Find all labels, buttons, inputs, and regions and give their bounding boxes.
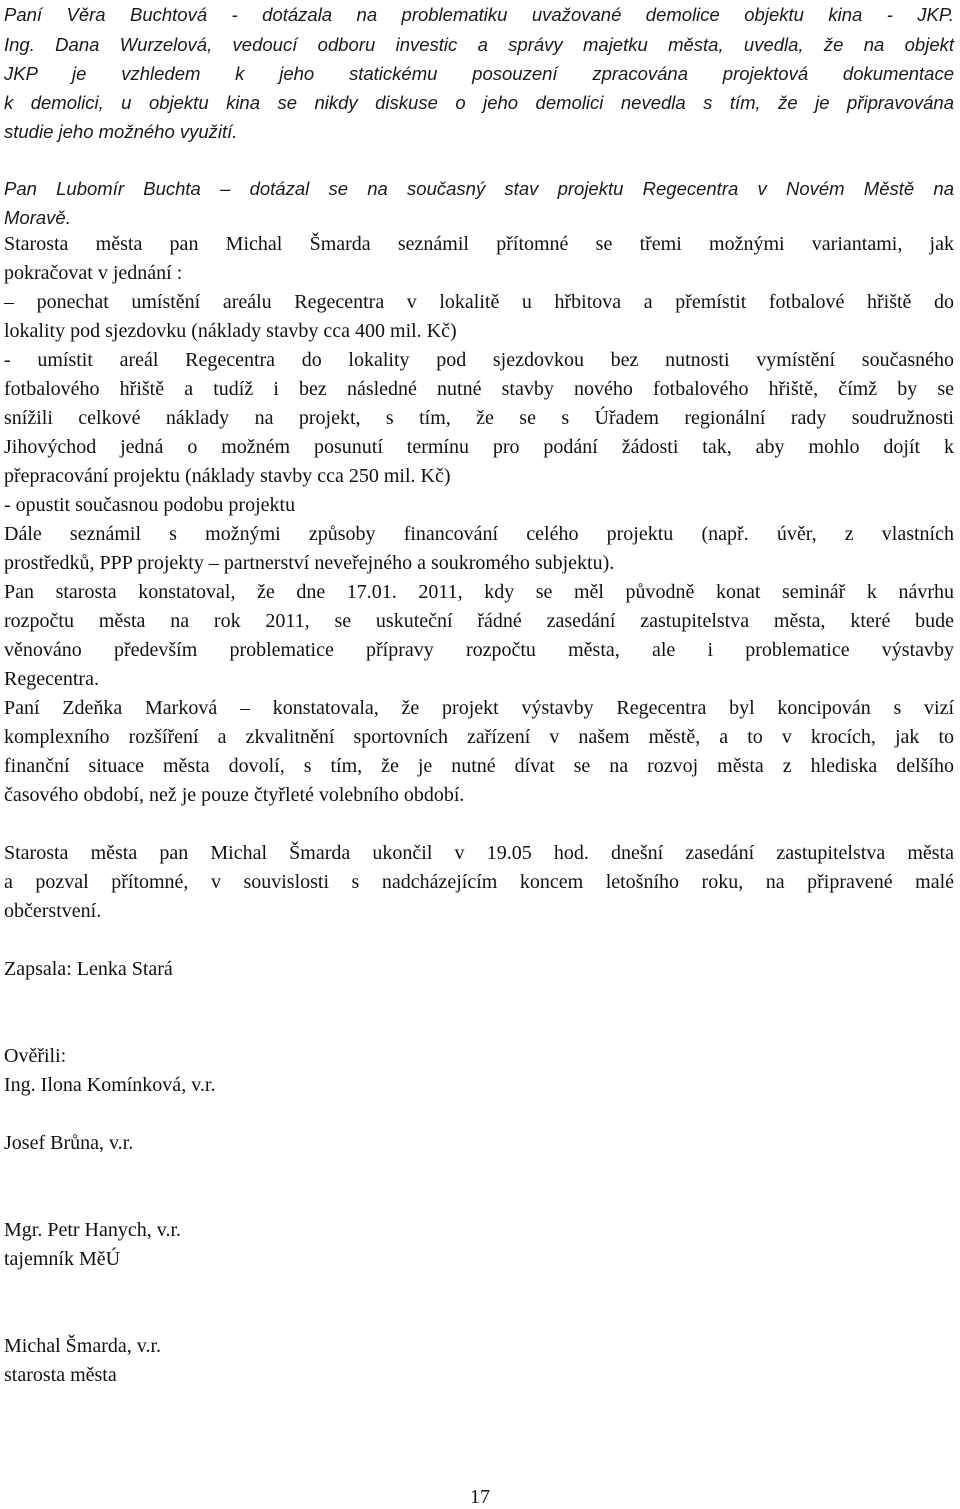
recorded-by: Zapsala: Lenka Stará — [4, 958, 173, 980]
text-line: snížili celkové náklady na projekt, s tím, že se s Úřadem regionální rady soudružnosti — [4, 407, 954, 429]
text-line: pokračovat v jednání : — [4, 262, 183, 284]
text-line: Moravě. — [4, 207, 71, 228]
signatory-role: tajemník MěÚ — [4, 1248, 121, 1270]
text-line: prostředků, PPP projekty – partnerství neveřejného a soukromého subjektu). — [4, 552, 615, 574]
text-line: Ing. Dana Wurzelová, vedoucí odboru investic a správy majetku města, uvedla, že na objekt — [4, 34, 954, 55]
signatory-role: starosta města — [4, 1364, 117, 1386]
text-line: Starosta města pan Michal Šmarda seznámil přítomné se třemi možnými variantami, jak — [4, 233, 954, 255]
text-line: finanční situace města dovolí, s tím, že je nutné dívat se na rozvoj města z hlediska delšího — [4, 755, 954, 777]
signatory-line: Ing. Ilona Komínková, v.r. — [4, 1074, 216, 1096]
text-line: – ponechat umístění areálu Regecentra v lokalitě u hřbitova a přemístit fotbalové hřiště do — [4, 291, 954, 313]
text-line: Pan Lubomír Buchta – dotázal se na současný stav projektu Regecentra v Novém Městě na — [4, 178, 954, 199]
text-line: komplexního rozšíření a zkvalitnění sportovních zařízení v našem městě, a to v krocích, jak to — [4, 726, 954, 748]
verified-label: Ověřili: — [4, 1045, 67, 1067]
text-line: Paní Zdeňka Marková – konstatovala, že projekt výstavby Regecentra byl koncipován s vizí — [4, 697, 954, 719]
text-line: věnováno především problematice přípravy rozpočtu města, ale i problematice výstavby — [4, 639, 954, 661]
text-line: Starosta města pan Michal Šmarda ukončil v 19.05 hod. dnešní zasedání zastupitelstva města — [4, 842, 954, 864]
text-line: fotbalového hřiště a tudíž i bez následné nutné stavby nového fotbalového hřiště, čímž by se — [4, 378, 954, 400]
text-line: Pan starosta konstatoval, že dne 17.01. 2011, kdy se měl původně konat seminář k návrhu — [4, 581, 954, 603]
text-line: Jihovýchod jedná o možném posunutí termínu pro podání žádosti tak, aby mohlo dojít k — [4, 436, 954, 458]
text-line: časového období, než je pouze čtyřleté volebního období. — [4, 784, 465, 806]
text-line: a pozval přítomné, v souvislosti s nadcházejícím koncem letošního roku, na připravené malé — [4, 871, 954, 893]
text-line: Dále seznámil s možnými způsoby financování celého projektu (např. úvěr, z vlastních — [4, 523, 954, 545]
signatory-line: Mgr. Petr Hanych, v.r. — [4, 1219, 182, 1241]
text-line: rozpočtu města na rok 2011, se uskuteční řádné zasedání zastupitelstva města, které bude — [4, 610, 954, 632]
text-line: - umístit areál Regecentra do lokality pod sjezdovkou bez nutnosti vymístění současného — [4, 349, 954, 371]
text-line: studie jeho možného využití. — [4, 121, 238, 142]
signatory-line: Josef Brůna, v.r. — [4, 1132, 134, 1154]
text-line: přepracování projektu (náklady stavby cca 250 mil. Kč) — [4, 465, 451, 487]
text-line: Regecentra. — [4, 668, 99, 690]
text-line: lokality pod sjezdovku (náklady stavby cca 400 mil. Kč) — [4, 320, 457, 342]
text-line: k demolici, u objektu kina se nikdy diskuse o jeho demolici nevedla s tím, že je připravována — [4, 92, 954, 113]
text-line: Paní Věra Buchtová - dotázala na problematiku uvažované demolice objektu kina - JKP. — [4, 4, 954, 25]
page-number: 17 — [470, 1486, 490, 1508]
text-line: - opustit současnou podobu projektu — [4, 494, 296, 516]
text-line: JKP je vzhledem k jeho statickému posouzení zpracována projektová dokumentace — [4, 63, 954, 84]
text-line: občerstvení. — [4, 900, 102, 922]
signatory-line: Michal Šmarda, v.r. — [4, 1335, 162, 1357]
